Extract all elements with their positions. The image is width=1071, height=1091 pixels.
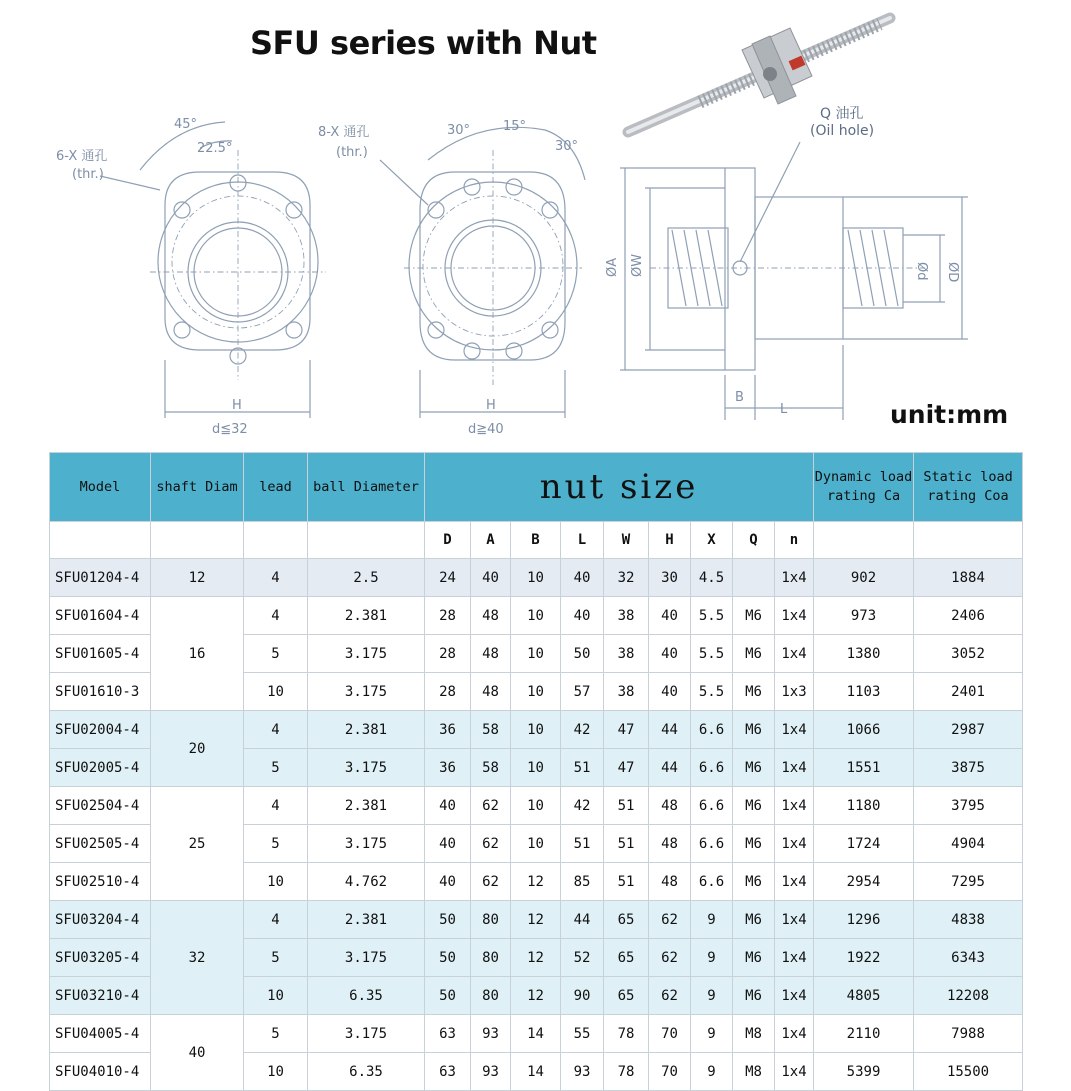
h-cell: 48 xyxy=(649,863,691,901)
oil-hole-label: Q 油孔 xyxy=(820,106,864,122)
q-cell: M6 xyxy=(733,977,775,1015)
table-row xyxy=(50,559,1023,597)
header-nut-size: nut size xyxy=(425,453,814,522)
coa-cell: 2987 xyxy=(914,711,1023,749)
shaft-diameter-cell: 12 xyxy=(151,559,244,597)
subheader-a: A xyxy=(471,522,511,559)
subheader-b: B xyxy=(511,522,561,559)
h-cell: 62 xyxy=(649,977,691,1015)
coa-cell: 12208 xyxy=(914,977,1023,1015)
d-cell: 50 xyxy=(425,977,471,1015)
dim-b-label: B xyxy=(735,390,744,405)
n-cell: 1x3 xyxy=(775,673,814,711)
ball-cell: 3.175 xyxy=(308,635,425,673)
l-cell: 42 xyxy=(561,787,604,825)
model-cell: SFU01204-4 xyxy=(50,559,151,597)
h-cell: 48 xyxy=(649,787,691,825)
b-cell: 10 xyxy=(511,673,561,711)
lead-cell: 4 xyxy=(244,711,308,749)
table-row xyxy=(50,1015,1023,1053)
n-cell: 1x4 xyxy=(775,787,814,825)
ca-cell: 1180 xyxy=(814,787,914,825)
h-cell: 48 xyxy=(649,825,691,863)
ca-cell: 1380 xyxy=(814,635,914,673)
right-flange-view xyxy=(318,119,585,437)
n-cell: 1x4 xyxy=(775,1053,814,1091)
shaft-diameter-cell: 32 xyxy=(151,901,244,1015)
b-cell: 12 xyxy=(511,863,561,901)
n-cell: 1x4 xyxy=(775,901,814,939)
a-cell: 80 xyxy=(471,901,511,939)
lead-cell: 4 xyxy=(244,901,308,939)
d-cell: 36 xyxy=(425,711,471,749)
q-cell: M6 xyxy=(733,597,775,635)
left-condition: d≦32 xyxy=(212,422,248,437)
x-cell: 9 xyxy=(691,977,733,1015)
ca-cell: 5399 xyxy=(814,1053,914,1091)
x-cell: 5.5 xyxy=(691,597,733,635)
x-cell: 6.6 xyxy=(691,711,733,749)
ball-cell: 2.381 xyxy=(308,901,425,939)
coa-cell: 1884 xyxy=(914,559,1023,597)
l-cell: 40 xyxy=(561,597,604,635)
left-angle-45: 45° xyxy=(174,117,198,132)
h-cell: 44 xyxy=(649,749,691,787)
x-cell: 6.6 xyxy=(691,863,733,901)
n-cell: 1x4 xyxy=(775,711,814,749)
coa-cell: 15500 xyxy=(914,1053,1023,1091)
spec-table xyxy=(49,452,1023,1091)
h-cell: 40 xyxy=(649,635,691,673)
oil-hole-sub: (Oil hole) xyxy=(810,123,875,139)
ball-cell: 2.381 xyxy=(308,787,425,825)
x-cell: 9 xyxy=(691,901,733,939)
h-cell: 70 xyxy=(649,1053,691,1091)
a-cell: 48 xyxy=(471,673,511,711)
b-cell: 10 xyxy=(511,711,561,749)
q-cell: M6 xyxy=(733,711,775,749)
w-cell: 78 xyxy=(604,1015,649,1053)
ca-cell: 1551 xyxy=(814,749,914,787)
left-angle-22: 22.5° xyxy=(197,141,233,156)
table-row xyxy=(50,711,1023,749)
left-h-label: H xyxy=(232,398,242,413)
coa-cell: 3795 xyxy=(914,787,1023,825)
model-cell: SFU03205-4 xyxy=(50,939,151,977)
q-cell: M8 xyxy=(733,1053,775,1091)
ca-cell: 1066 xyxy=(814,711,914,749)
dim-phi-d-label: Ød xyxy=(914,262,929,281)
d-cell: 50 xyxy=(425,901,471,939)
b-cell: 12 xyxy=(511,939,561,977)
q-cell: M6 xyxy=(733,901,775,939)
x-cell: 6.6 xyxy=(691,749,733,787)
left-flange-view xyxy=(56,117,326,437)
a-cell: 80 xyxy=(471,977,511,1015)
model-cell: SFU02505-4 xyxy=(50,825,151,863)
l-cell: 57 xyxy=(561,673,604,711)
table-row xyxy=(50,901,1023,939)
right-angle-30b: 30° xyxy=(555,139,579,154)
w-cell: 65 xyxy=(604,977,649,1015)
a-cell: 58 xyxy=(471,711,511,749)
left-hole-sub: (thr.) xyxy=(72,167,104,182)
coa-cell: 3052 xyxy=(914,635,1023,673)
w-cell: 65 xyxy=(604,901,649,939)
lead-cell: 4 xyxy=(244,597,308,635)
n-cell: 1x4 xyxy=(775,749,814,787)
ca-cell: 2954 xyxy=(814,863,914,901)
right-hole-label: 8-X 通孔 xyxy=(318,125,370,140)
model-cell: SFU02510-4 xyxy=(50,863,151,901)
h-cell: 40 xyxy=(649,673,691,711)
q-cell xyxy=(733,559,775,597)
x-cell: 9 xyxy=(691,939,733,977)
x-cell: 5.5 xyxy=(691,635,733,673)
w-cell: 51 xyxy=(604,825,649,863)
lead-cell: 10 xyxy=(244,863,308,901)
lead-cell: 10 xyxy=(244,977,308,1015)
n-cell: 1x4 xyxy=(775,863,814,901)
a-cell: 93 xyxy=(471,1015,511,1053)
n-cell: 1x4 xyxy=(775,939,814,977)
b-cell: 10 xyxy=(511,787,561,825)
a-cell: 80 xyxy=(471,939,511,977)
w-cell: 65 xyxy=(604,939,649,977)
ca-cell: 2110 xyxy=(814,1015,914,1053)
ca-cell: 4805 xyxy=(814,977,914,1015)
w-cell: 38 xyxy=(604,635,649,673)
model-cell: SFU01604-4 xyxy=(50,597,151,635)
header-model: Model xyxy=(50,453,151,522)
lead-cell: 5 xyxy=(244,1015,308,1053)
ca-cell: 1922 xyxy=(814,939,914,977)
subheader-n: n xyxy=(775,522,814,559)
ball-cell: 3.175 xyxy=(308,825,425,863)
model-cell: SFU04005-4 xyxy=(50,1015,151,1053)
w-cell: 38 xyxy=(604,597,649,635)
header-ball: ball Diameter xyxy=(308,453,425,522)
n-cell: 1x4 xyxy=(775,597,814,635)
a-cell: 48 xyxy=(471,635,511,673)
b-cell: 10 xyxy=(511,597,561,635)
dim-l-label: L xyxy=(780,402,788,417)
coa-cell: 4838 xyxy=(914,901,1023,939)
d-cell: 63 xyxy=(425,1015,471,1053)
coa-cell: 4904 xyxy=(914,825,1023,863)
lead-cell: 5 xyxy=(244,825,308,863)
x-cell: 9 xyxy=(691,1015,733,1053)
w-cell: 38 xyxy=(604,673,649,711)
b-cell: 10 xyxy=(511,635,561,673)
l-cell: 40 xyxy=(561,559,604,597)
ball-cell: 2.381 xyxy=(308,711,425,749)
lead-cell: 10 xyxy=(244,1053,308,1091)
n-cell: 1x4 xyxy=(775,559,814,597)
x-cell: 5.5 xyxy=(691,673,733,711)
q-cell: M6 xyxy=(733,825,775,863)
a-cell: 48 xyxy=(471,597,511,635)
d-cell: 63 xyxy=(425,1053,471,1091)
ball-cell: 3.175 xyxy=(308,1015,425,1053)
d-cell: 40 xyxy=(425,825,471,863)
shaft-diameter-cell: 16 xyxy=(151,597,244,711)
x-cell: 4.5 xyxy=(691,559,733,597)
shaft-diameter-cell: 20 xyxy=(151,711,244,787)
lead-cell: 4 xyxy=(244,559,308,597)
lead-cell: 5 xyxy=(244,939,308,977)
w-cell: 51 xyxy=(604,863,649,901)
right-angle-15: 15° xyxy=(503,119,527,134)
d-cell: 40 xyxy=(425,863,471,901)
subheader-x: X xyxy=(691,522,733,559)
b-cell: 10 xyxy=(511,825,561,863)
w-cell: 47 xyxy=(604,711,649,749)
ball-cell: 3.175 xyxy=(308,749,425,787)
subheader-d: D xyxy=(425,522,471,559)
l-cell: 90 xyxy=(561,977,604,1015)
unit-label: unit:mm xyxy=(890,400,1009,429)
x-cell: 9 xyxy=(691,1053,733,1091)
subheader-w: W xyxy=(604,522,649,559)
subheader-l: L xyxy=(561,522,604,559)
header-static-load: Static load rating Coa xyxy=(914,453,1023,522)
b-cell: 12 xyxy=(511,977,561,1015)
h-cell: 62 xyxy=(649,939,691,977)
q-cell: M6 xyxy=(733,635,775,673)
page-title: SFU series with Nut xyxy=(250,24,597,62)
nut-side-view xyxy=(605,105,968,420)
dim-w-label: ØW xyxy=(630,253,645,277)
q-cell: M6 xyxy=(733,863,775,901)
a-cell: 62 xyxy=(471,787,511,825)
header-dynamic-load: Dynamic load rating Ca xyxy=(814,453,914,522)
l-cell: 50 xyxy=(561,635,604,673)
n-cell: 1x4 xyxy=(775,635,814,673)
d-cell: 36 xyxy=(425,749,471,787)
coa-cell: 7988 xyxy=(914,1015,1023,1053)
header-shaft: shaft Diam xyxy=(151,453,244,522)
q-cell: M6 xyxy=(733,787,775,825)
model-cell: SFU03210-4 xyxy=(50,977,151,1015)
d-cell: 28 xyxy=(425,597,471,635)
dim-d-label: ØD xyxy=(945,262,960,283)
model-cell: SFU01605-4 xyxy=(50,635,151,673)
ball-cell: 3.175 xyxy=(308,939,425,977)
b-cell: 10 xyxy=(511,559,561,597)
header-lead: lead xyxy=(244,453,308,522)
l-cell: 51 xyxy=(561,825,604,863)
right-hole-sub: (thr.) xyxy=(336,145,368,160)
q-cell: M6 xyxy=(733,939,775,977)
coa-cell: 7295 xyxy=(914,863,1023,901)
lead-cell: 4 xyxy=(244,787,308,825)
left-hole-label: 6-X 通孔 xyxy=(56,149,108,164)
table-header-row xyxy=(50,453,1023,522)
table-row xyxy=(50,597,1023,635)
w-cell: 47 xyxy=(604,749,649,787)
l-cell: 55 xyxy=(561,1015,604,1053)
ca-cell: 1103 xyxy=(814,673,914,711)
d-cell: 28 xyxy=(425,635,471,673)
ball-cell: 6.35 xyxy=(308,977,425,1015)
model-cell: SFU01610-3 xyxy=(50,673,151,711)
l-cell: 93 xyxy=(561,1053,604,1091)
n-cell: 1x4 xyxy=(775,977,814,1015)
ball-cell: 3.175 xyxy=(308,673,425,711)
b-cell: 14 xyxy=(511,1015,561,1053)
dim-a-label: ØA xyxy=(605,257,620,277)
ca-cell: 1296 xyxy=(814,901,914,939)
ball-cell: 2.5 xyxy=(308,559,425,597)
l-cell: 51 xyxy=(561,749,604,787)
q-cell: M6 xyxy=(733,673,775,711)
right-h-label: H xyxy=(486,398,496,413)
b-cell: 10 xyxy=(511,749,561,787)
a-cell: 40 xyxy=(471,559,511,597)
h-cell: 70 xyxy=(649,1015,691,1053)
technical-drawing xyxy=(0,0,1071,450)
ball-cell: 6.35 xyxy=(308,1053,425,1091)
l-cell: 42 xyxy=(561,711,604,749)
l-cell: 44 xyxy=(561,901,604,939)
lead-cell: 5 xyxy=(244,749,308,787)
table-subheader-row xyxy=(50,522,1023,559)
x-cell: 6.6 xyxy=(691,787,733,825)
q-cell: M6 xyxy=(733,749,775,787)
h-cell: 62 xyxy=(649,901,691,939)
model-cell: SFU02004-4 xyxy=(50,711,151,749)
ca-cell: 902 xyxy=(814,559,914,597)
l-cell: 85 xyxy=(561,863,604,901)
d-cell: 24 xyxy=(425,559,471,597)
h-cell: 30 xyxy=(649,559,691,597)
ca-cell: 1724 xyxy=(814,825,914,863)
w-cell: 78 xyxy=(604,1053,649,1091)
coa-cell: 2401 xyxy=(914,673,1023,711)
n-cell: 1x4 xyxy=(775,825,814,863)
h-cell: 40 xyxy=(649,597,691,635)
lead-cell: 5 xyxy=(244,635,308,673)
w-cell: 51 xyxy=(604,787,649,825)
l-cell: 52 xyxy=(561,939,604,977)
table-row xyxy=(50,787,1023,825)
h-cell: 44 xyxy=(649,711,691,749)
subheader-q: Q xyxy=(733,522,775,559)
lead-cell: 10 xyxy=(244,673,308,711)
ca-cell: 973 xyxy=(814,597,914,635)
a-cell: 62 xyxy=(471,863,511,901)
w-cell: 32 xyxy=(604,559,649,597)
model-cell: SFU02005-4 xyxy=(50,749,151,787)
coa-cell: 6343 xyxy=(914,939,1023,977)
right-condition: d≧40 xyxy=(468,422,504,437)
model-cell: SFU04010-4 xyxy=(50,1053,151,1091)
coa-cell: 3875 xyxy=(914,749,1023,787)
n-cell: 1x4 xyxy=(775,1015,814,1053)
x-cell: 6.6 xyxy=(691,825,733,863)
shaft-diameter-cell: 25 xyxy=(151,787,244,901)
a-cell: 58 xyxy=(471,749,511,787)
d-cell: 50 xyxy=(425,939,471,977)
d-cell: 28 xyxy=(425,673,471,711)
ball-cell: 2.381 xyxy=(308,597,425,635)
model-cell: SFU02504-4 xyxy=(50,787,151,825)
a-cell: 93 xyxy=(471,1053,511,1091)
shaft-diameter-cell: 40 xyxy=(151,1015,244,1091)
q-cell: M8 xyxy=(733,1015,775,1053)
right-angle-30a: 30° xyxy=(447,123,471,138)
b-cell: 14 xyxy=(511,1053,561,1091)
b-cell: 12 xyxy=(511,901,561,939)
subheader-h: H xyxy=(649,522,691,559)
coa-cell: 2406 xyxy=(914,597,1023,635)
d-cell: 40 xyxy=(425,787,471,825)
a-cell: 62 xyxy=(471,825,511,863)
model-cell: SFU03204-4 xyxy=(50,901,151,939)
ball-cell: 4.762 xyxy=(308,863,425,901)
